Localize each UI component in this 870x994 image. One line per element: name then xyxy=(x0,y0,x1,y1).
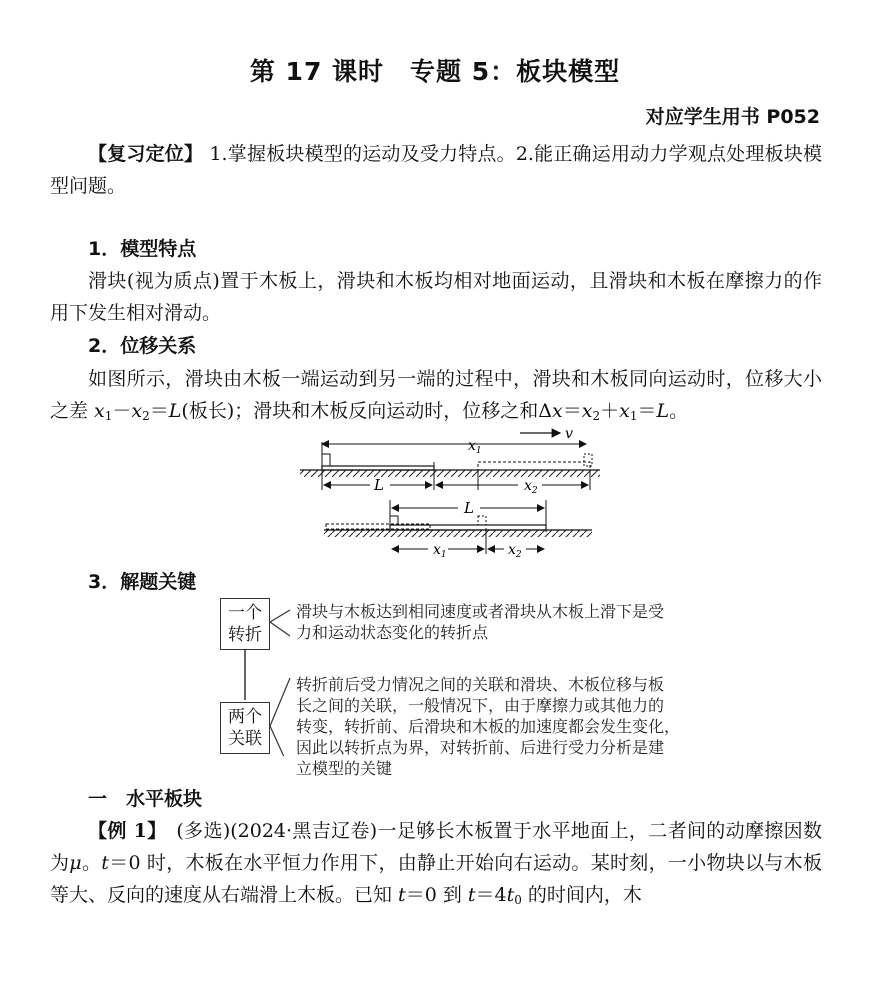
box-one-turning-point: 一个 转折 xyxy=(220,598,270,650)
review-paragraph xyxy=(50,138,822,202)
label-v: v xyxy=(565,428,573,442)
review-tag: 【复习定位】 xyxy=(88,143,204,165)
slider-start xyxy=(322,454,330,466)
example1-tag: 【例 1】 xyxy=(88,820,158,842)
section1-text: 滑块(视为质点)置于木板上，滑块和木板均相对地面运动，且滑块和木板在摩擦力的作用下发生相对滑动。 xyxy=(50,270,822,324)
label-x2-top: $x_2$ xyxy=(524,478,538,496)
board-start xyxy=(322,466,434,470)
board-end xyxy=(478,462,590,470)
review-text: 1.掌握板块模型的运动及受力特点。2.能正确运用动力学观点处理板块模型问题。 xyxy=(50,143,822,197)
box-two-connections: 两个 关联 xyxy=(220,702,270,754)
label-x1-bottom: $x_1$ xyxy=(433,542,447,560)
label-x1-top: $x_1$ xyxy=(468,438,482,456)
textbook-reference: 对应学生用书 P052 xyxy=(645,106,820,128)
displacement-diagram xyxy=(290,428,610,568)
label-x2-bottom: $x_2$ xyxy=(508,542,522,560)
section2-heading: 2．位移关系 xyxy=(88,335,197,357)
section2-text: 如图所示，滑块由木板一端运动到另一端的过程中，滑块和木板同向运动时，位移大小之差 $x_1-x_2=L$(板长)；滑块和木板反向运动时，位移之和$\Delta x=x_2+x_1=L$。 xyxy=(50,368,822,423)
note-connections: 转折前后受力情况之间的关联和滑块、木板位移与板 长之间的关联，一般情况下，由于摩擦力或其他力的 转变，转折前、后滑块和木板的加速度都会发生变化， 因此以转折点为界，对转折前、后进行受力分析是建 立模型的关键 xyxy=(296,675,681,778)
section1-heading: 1．模型特点 xyxy=(88,238,197,260)
section3-heading: 3．解题关键 xyxy=(88,571,197,593)
part1-heading: 一 水平板块 xyxy=(88,788,203,810)
note-turning-point: 滑块与木板达到相同速度或者滑块从木板上滑下是受 力和运动状态变化的转折点 xyxy=(296,602,665,642)
example1-paragraph: 【例 1】 (多选)(2024·黑吉辽卷)一足够长木板置于水平地面上，二者间的动摩擦因数为μ。t＝0 时，木板在水平恒力作用下，由静止开始向右运动。某时刻，一小物块以与木板等大、反向的速度从右端滑上木板。已知 t＝0 到 $t=4t_0$ 的时间内，木 xyxy=(50,820,822,907)
page-title: 第 17 课时 专题 5：板块模型 xyxy=(249,57,621,86)
label-L-top: L xyxy=(374,476,384,494)
label-L-bottom: L xyxy=(464,499,474,517)
